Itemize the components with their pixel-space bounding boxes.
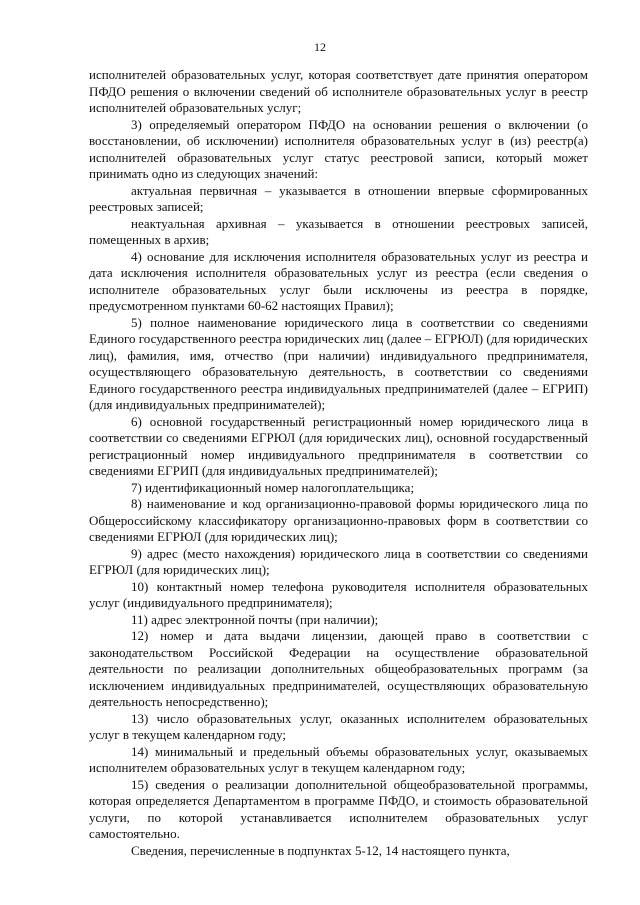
- paragraph-final: Сведения, перечисленные в подпунктах 5-12, 14 настоящего пункта,: [131, 842, 510, 858]
- paragraph-item-12: 12) номер и дата выдачи лицензии, дающей право в соответствии с законодательством Российской Федерации на осуществление образовательной деятельности по реализации дополнительных общеобразовательных программ (за исключением индивидуальных предпринимателей, осуществляющих образовательную деятельность непосредственно);: [89, 628, 588, 709]
- paragraph-item-3: 3) определяемый оператором ПФДО на основании решения о включении (о восстановлении, об исключении) исполнителя образовательных услуг в (из) реестр(а) исполнителей образовательных услуг статус реестровой записи, который может принимать одно из следующих значений:: [89, 116, 588, 181]
- paragraph-item-13: 13) число образовательных услуг, оказанных исполнителем образовательных услуг в текущем календарном году;: [89, 710, 588, 742]
- document-body: [89, 67, 588, 859]
- paragraph-item-9: 9) адрес (место нахождения) юридического лица в соответствии со сведениями ЕГРЮЛ (для юридических лиц);: [89, 545, 588, 577]
- paragraph-continuation: исполнителей образовательных услуг, которая соответствует дате принятия оператором ПФДО решения о включении сведений об исполнителе образовательных услуг в реестр исполнителей образовательных услуг;: [89, 67, 588, 115]
- paragraph-item-11: 11) адрес электронной почты (при наличии);: [131, 611, 379, 627]
- paragraph-item-10: 10) контактный номер телефона руководителя исполнителя образовательных услуг (индивидуального предпринимателя);: [89, 578, 588, 610]
- paragraph-status-primary: актуальная первичная – указывается в отношении впервые сформированных реестровых записей;: [89, 182, 588, 214]
- paragraph-item-8: 8) наименование и код организационно-правовой формы юридического лица по Общероссийскому классификатору организационно-правовых форм в соответствии со сведениями ЕГРЮЛ (для юридических лиц);: [89, 496, 588, 544]
- paragraph-status-archive: неактуальная архивная – указывается в отношении реестровых записей, помещенных в архив;: [89, 215, 588, 247]
- paragraph-item-6: 6) основной государственный регистрационный номер юридического лица в соответствии со сведениями ЕГРЮЛ (для юридических лиц), основной государственный регистрационный номер индивидуального предпринимателя в соответствии со сведениями ЕГРИП (для индивидуальных предпринимателей);: [89, 413, 588, 478]
- page-number: 12: [314, 40, 326, 54]
- paragraph-item-14: 14) минимальный и предельный объемы образовательных услуг, оказываемых исполнителем образовательных услуг в текущем календарном году;: [89, 743, 588, 775]
- paragraph-item-4: 4) основание для исключения исполнителя образовательных услуг из реестра и дата исключения исполнителя образовательных услуг из реестра (если сведения о исполнителе образовательных услуг были исключены из реестра в порядке, предусмотренном пунктами 60-62 настоящих Правил);: [89, 248, 588, 313]
- paragraph-item-5: 5) полное наименование юридического лица в соответствии со сведениями Единого государственного реестра юридических лиц (далее – ЕГРЮЛ) (для юридических лиц), фамилия, имя, отчество (при наличии) индивидуального предпринимателя, осуществляющего образовательную деятельность, в соответствии со сведениями Единого государственного реестра индивидуальных предпринимателей (далее – ЕГРИП) (для индивидуальных предпринимателей);: [89, 314, 588, 412]
- paragraph-item-7: 7) идентификационный номер налогоплательщика;: [131, 479, 415, 495]
- paragraph-item-15: 15) сведения о реализации дополнительной общеобразовательной программы, которая определяется Департаментом в программе ПФДО, и стоимость образовательной услуги, по которой устанавливается исполнителем образовательных услуг самостоятельно.: [89, 776, 588, 841]
